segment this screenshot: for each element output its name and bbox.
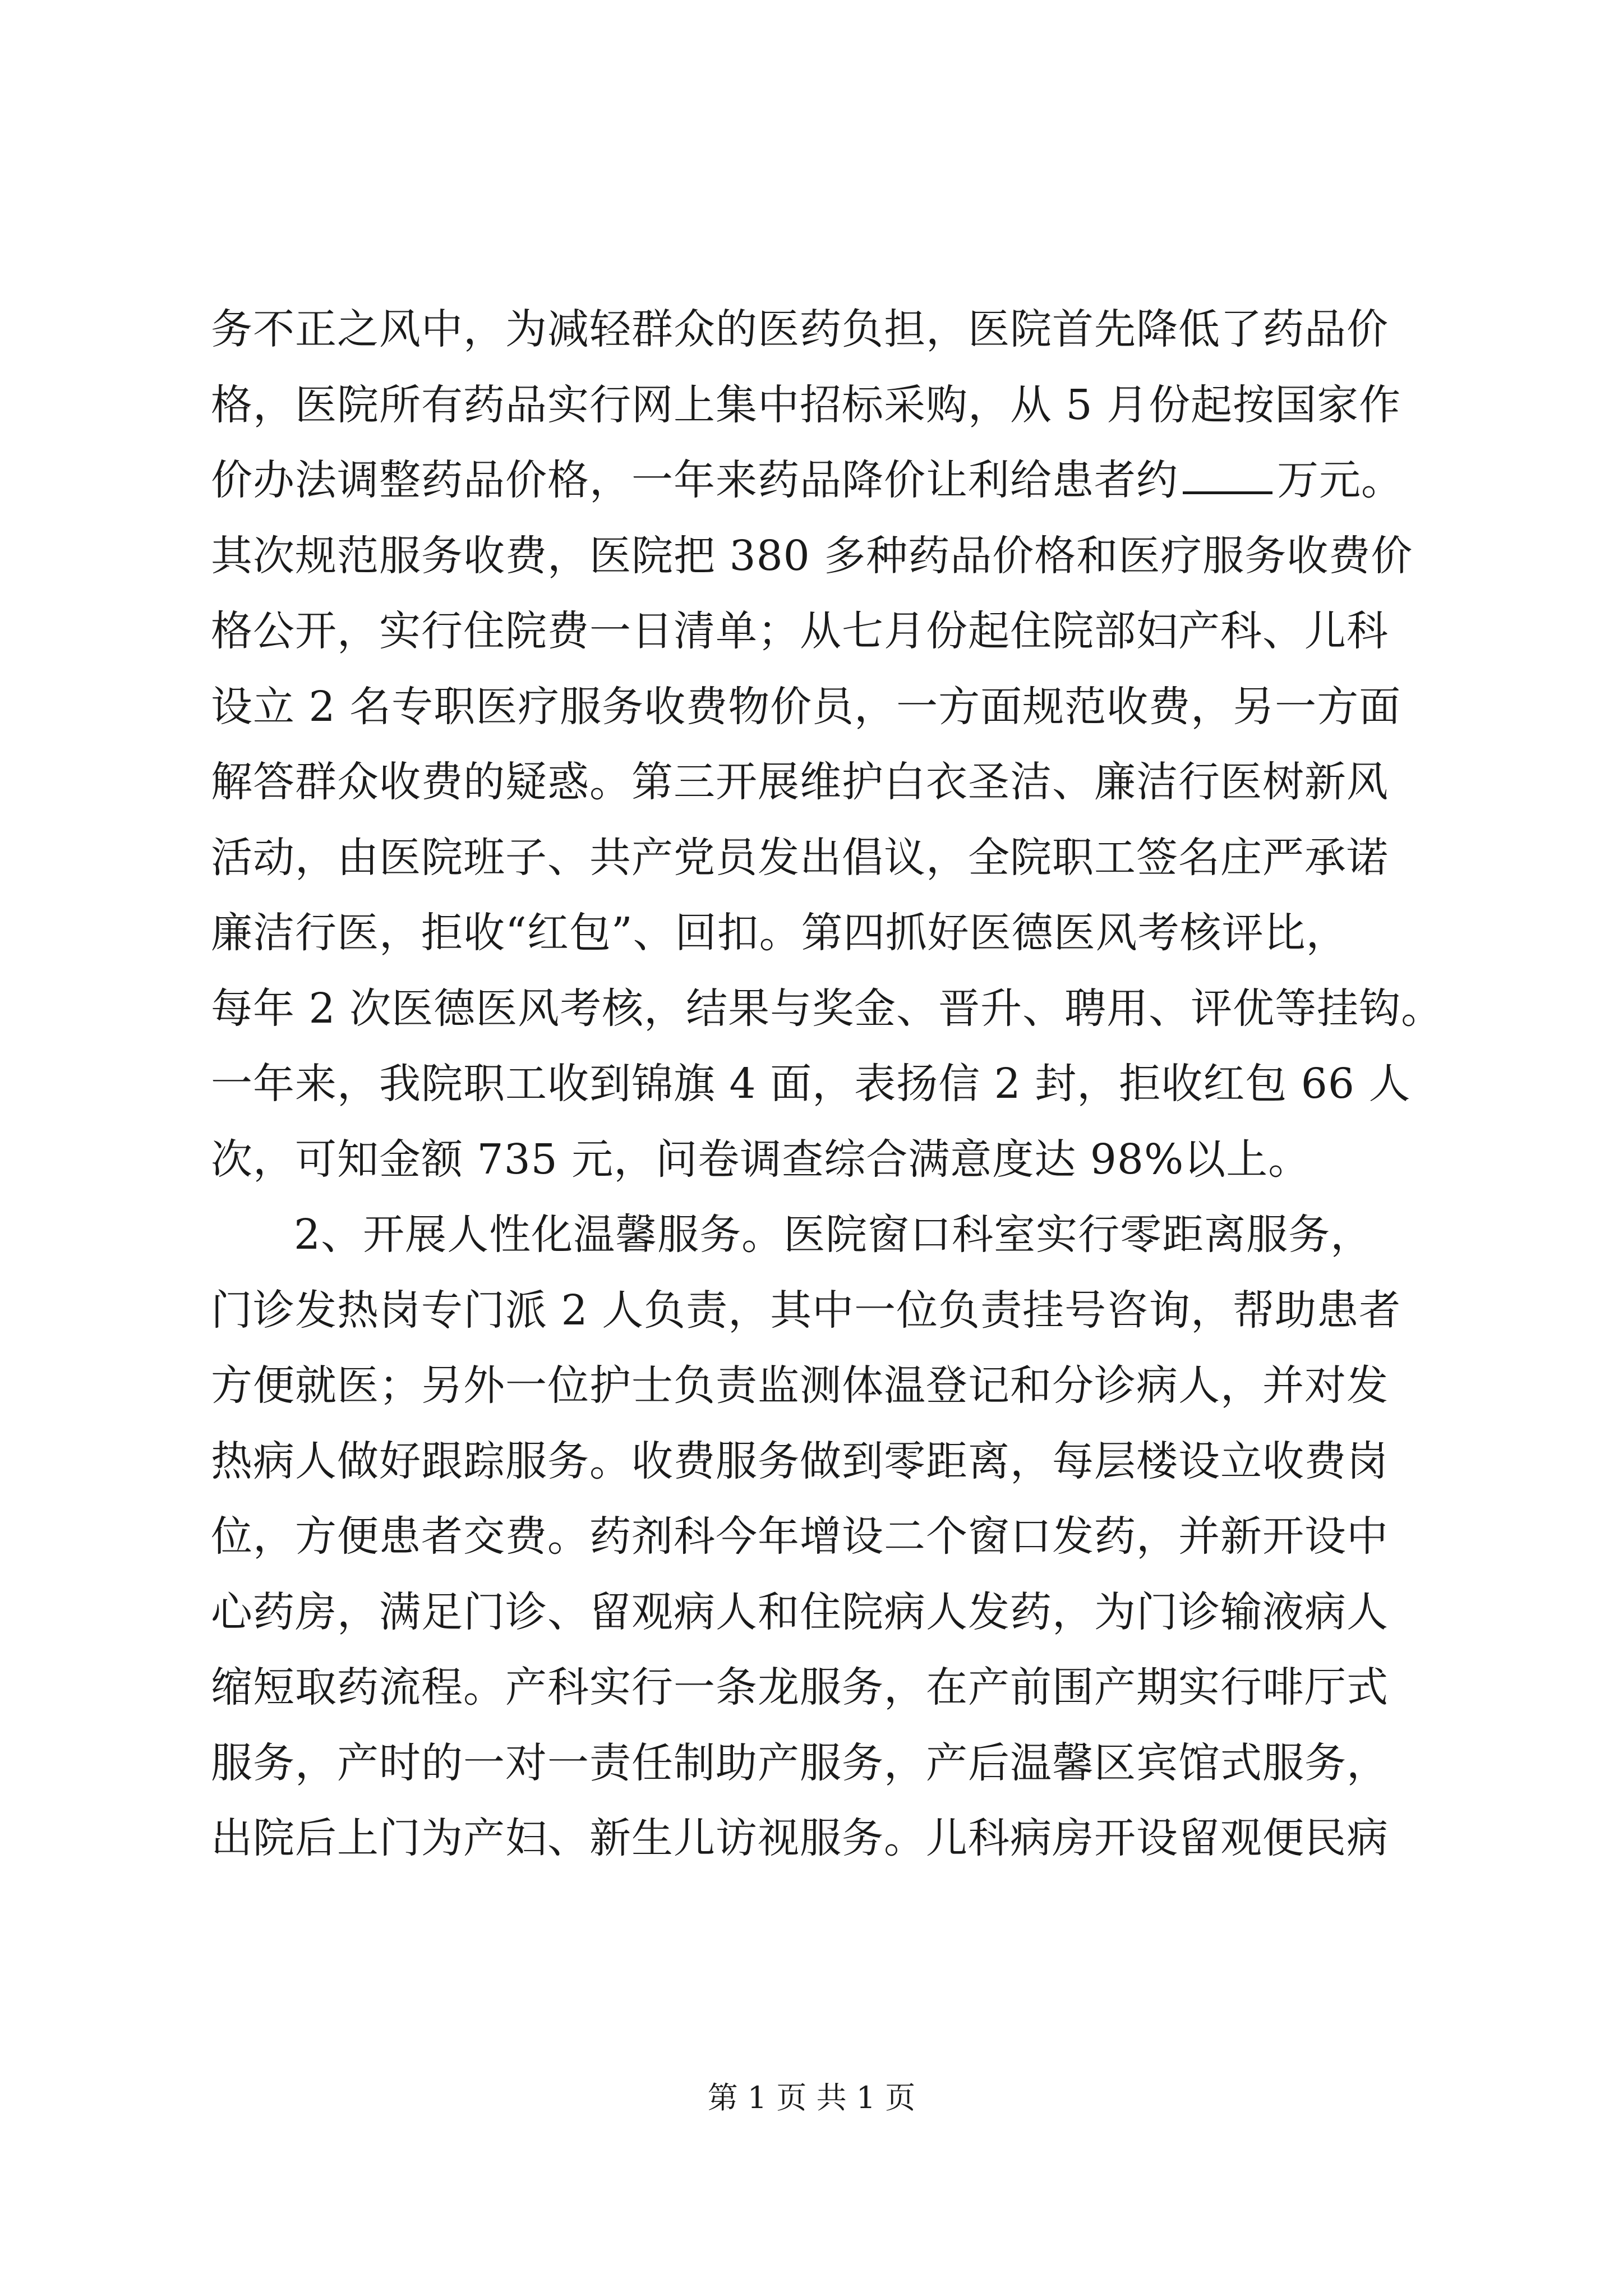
page-footer [0, 2076, 1623, 2120]
text-line-17: 位，方便患者交费。药剂科今年增设二个窗口发药，并新开设中 [211, 1512, 1389, 1561]
text-line-10: 每年 2 次医德医风考核，结果与奖金、晋升、聘用、评优等挂钩。 [211, 984, 1444, 1033]
fill-in-blank [1183, 458, 1272, 494]
text-line-16: 热病人做好跟踪服务。收费服务做到零距离，每层楼设立收费岗 [211, 1437, 1389, 1485]
text-line-3 [211, 443, 1445, 518]
text-line-9: 廉洁行医，拒收“红包”、回扣。第四抓好医德医风考核评比， [211, 909, 1348, 957]
text-line-11: 一年来，我院职工收到锦旗 4 面，表扬信 2 封，拒收红包 66 人 [211, 1060, 1411, 1108]
text-line-12: 次，可知金额 735 元，问卷调查综合满意度达 98%以上。 [211, 1135, 1311, 1184]
text-line-3-suffix: 万元。 [1277, 456, 1403, 504]
text-line-2: 格，医院所有药品实行网上集中招标采购，从 5 月份起按国家作 [211, 380, 1401, 429]
text-line-6: 设立 2 名专职医疗服务收费物价员，一方面规范收费，另一方面 [211, 682, 1401, 731]
text-line-13: 2、开展人性化温馨服务。医院窗口科室实行零距离服务， [294, 1211, 1373, 1259]
text-line-15: 方便就医；另外一位护士负责监测体温登记和分诊病人，并对发 [211, 1361, 1389, 1410]
text-line-3-prefix: 价办法调整药品价格，一年来药品降价让利给患者约 [211, 456, 1178, 504]
text-line-20: 服务，产时的一对一责任制助产服务，产后温馨区宾馆式服务， [211, 1738, 1389, 1787]
text-line-4: 其次规范服务收费，医院把 380 多种药品价格和医疗服务收费价 [211, 531, 1413, 580]
text-line-5: 格公开，实行住院费一日清单；从七月份起住院部妇产科、儿科 [211, 607, 1389, 655]
text-line-21: 出院后上门为产妇、新生儿访视服务。儿科病房开设留观便民病 [211, 1814, 1389, 1862]
text-line-1: 务不正之风中，为减轻群众的医药负担，医院首先降低了药品价 [211, 305, 1389, 353]
text-line-7: 解答群众收费的疑惑。第三开展维护白衣圣洁、廉洁行医树新风 [211, 758, 1389, 806]
text-line-8: 活动，由医院班子、共产党员发出倡议，全院职工签名庄严承诺 [211, 833, 1389, 882]
text-line-14: 门诊发热岗专门派 2 人负责，其中一位负责挂号咨询，帮助患者 [211, 1286, 1401, 1335]
text-line-19: 缩短取药流程。产科实行一条龙服务，在产前围产期实行啡厅式 [211, 1663, 1389, 1711]
page-number-label: 第 1 页 共 1 页 [707, 2080, 916, 2115]
document-body [211, 292, 1445, 1876]
text-line-18: 心药房，满足门诊、留观病人和住院病人发药，为门诊输液病人 [211, 1588, 1389, 1636]
